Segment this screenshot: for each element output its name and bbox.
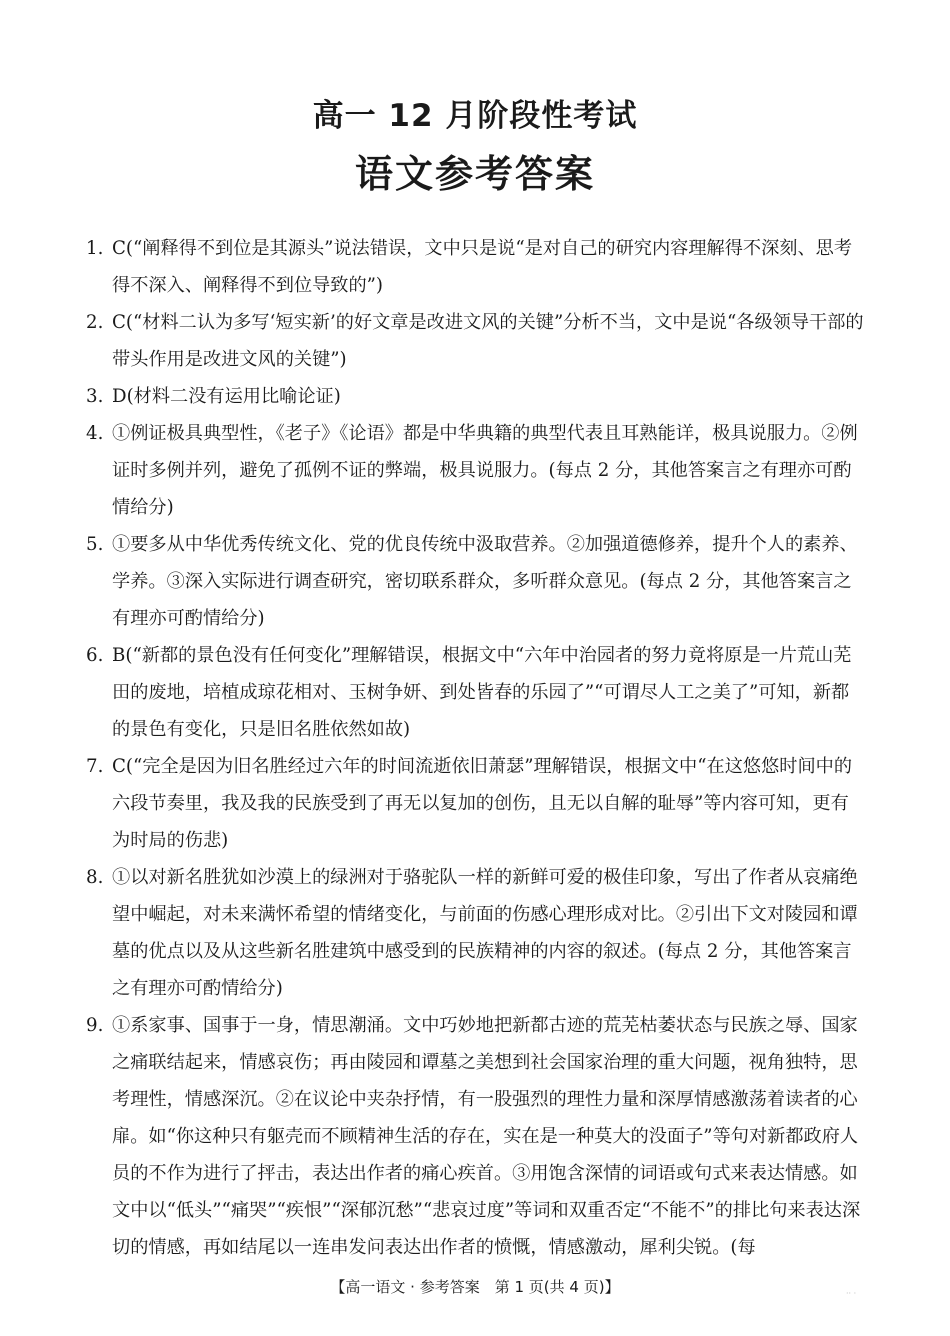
answer-item-3 [86,378,866,415]
page-subtitle: 语文参考答案 [354,152,595,196]
answer-number: 9. [86,1015,104,1036]
page-footer: 【高一语文 · 参考答案 第 1 页(共 4 页)】 [330,1278,620,1296]
answer-number: 4. [86,423,104,444]
answer-number: 2. [86,312,104,333]
answer-text: D(材料二没有运用比喻论证) [112,386,341,407]
answer-text: C(“材料二认为多写‘短实新’的好文章是改进文风的关键”分析不当，文中是说“各级领导干部的带头作用是改进文风的关键”) [112,312,864,370]
answer-text: ①以对新名胜犹如沙漠上的绿洲对于骆驼队一样的新鲜可爱的极佳印象，写出了作者从哀痛绝望中崛起，对未来满怀希望的情绪变化，与前面的伤感心理形成对比。②引出下文对陵园和谭墓的优点以及从这些新名胜建筑中感受到的民族精神的内容的叙述。(每点 2 分，其他答案言之有理亦可酌情给分) [112,867,858,999]
answer-number: 5. [86,534,104,555]
answer-item-8 [86,859,866,1007]
answer-text: C(“完全是因为旧名胜经过六年的时间流逝依旧萧瑟”理解错误，根据文中“在这悠悠时间中的六段节奏里，我及我的民族受到了再无以复加的创伤，且无以自解的耻辱”等内容可知，更有为时局的伤悲) [112,756,853,851]
answer-text: ①例证极具典型性，《老子》《论语》都是中华典籍的典型代表且耳熟能详，极具说服力。②例证时多例并列，避免了孤例不证的弊端，极具说服力。(每点 2 分，其他答案言之有理亦可酌情给分) [112,423,858,518]
answer-text: B(“新都的景色没有任何变化”理解错误，根据文中“六年中治园者的努力竟将原是一片荒山芜田的废地，培植成琼花相对、玉树争妍、到处皆春的乐园了”“可谓尽人工之美了”可知，新都的景色有变化，只是旧名胜依然如故) [112,645,852,740]
corner-marks: ·· · [846,1289,857,1298]
answer-text: ①要多从中华优秀传统文化、党的优良传统中汲取营养。②加强道德修养，提升个人的素养、学养。③深入实际进行调查研究，密切联系群众，多听群众意见。(每点 2 分，其他答案言之有理亦可酌情给分) [112,534,858,629]
answer-number: 3. [86,386,104,407]
answer-number: 8. [86,867,104,888]
answer-item-6 [86,637,866,748]
answer-item-7 [86,748,866,859]
answer-item-1 [86,230,866,304]
answer-item-9 [86,1007,866,1266]
answer-item-2 [86,304,866,378]
answer-text: ①系家事、国事于一身，情思潮涌。文中巧妙地把新都古迹的荒芜枯萎状态与民族之辱、国家之痛联结起来，情感哀伤；再由陵园和谭墓之美想到社会国家治理的重大问题，视角独特，思考理性，情感深沉。②在议论中夹杂抒情，有一股强烈的理性力量和深厚情感激荡着读者的心扉。如“你这种只有躯壳而不顾精神生活的存在，实在是一种莫大的没面子”等句对新都政府人员的不作为进行了抨击，表达出作者的痛心疾首。③用饱含深情的词语或句式来表达情感。如文中以“低头”“痛哭”“疾恨”“深郁沉愁”“悲哀过度”等词和双重否定“不能不”的排比句来表达深切的情感，再如结尾以一连串发问表达出作者的愤慨，情感激动，犀利尖锐。(每 [112,1015,861,1258]
answer-number: 1. [86,238,104,259]
answer-list [86,230,866,1266]
answer-number: 7. [86,756,104,777]
answer-item-4 [86,415,866,526]
answer-item-5 [86,526,866,637]
page-title: 高一 12 月阶段性考试 [312,98,638,134]
answer-number: 6. [86,645,104,666]
answer-text: C(“阐释得不到位是其源头”说法错误，文中只是说“是对自己的研究内容理解得不深刻、思考得不深入、阐释得不到位导致的”) [112,238,853,296]
